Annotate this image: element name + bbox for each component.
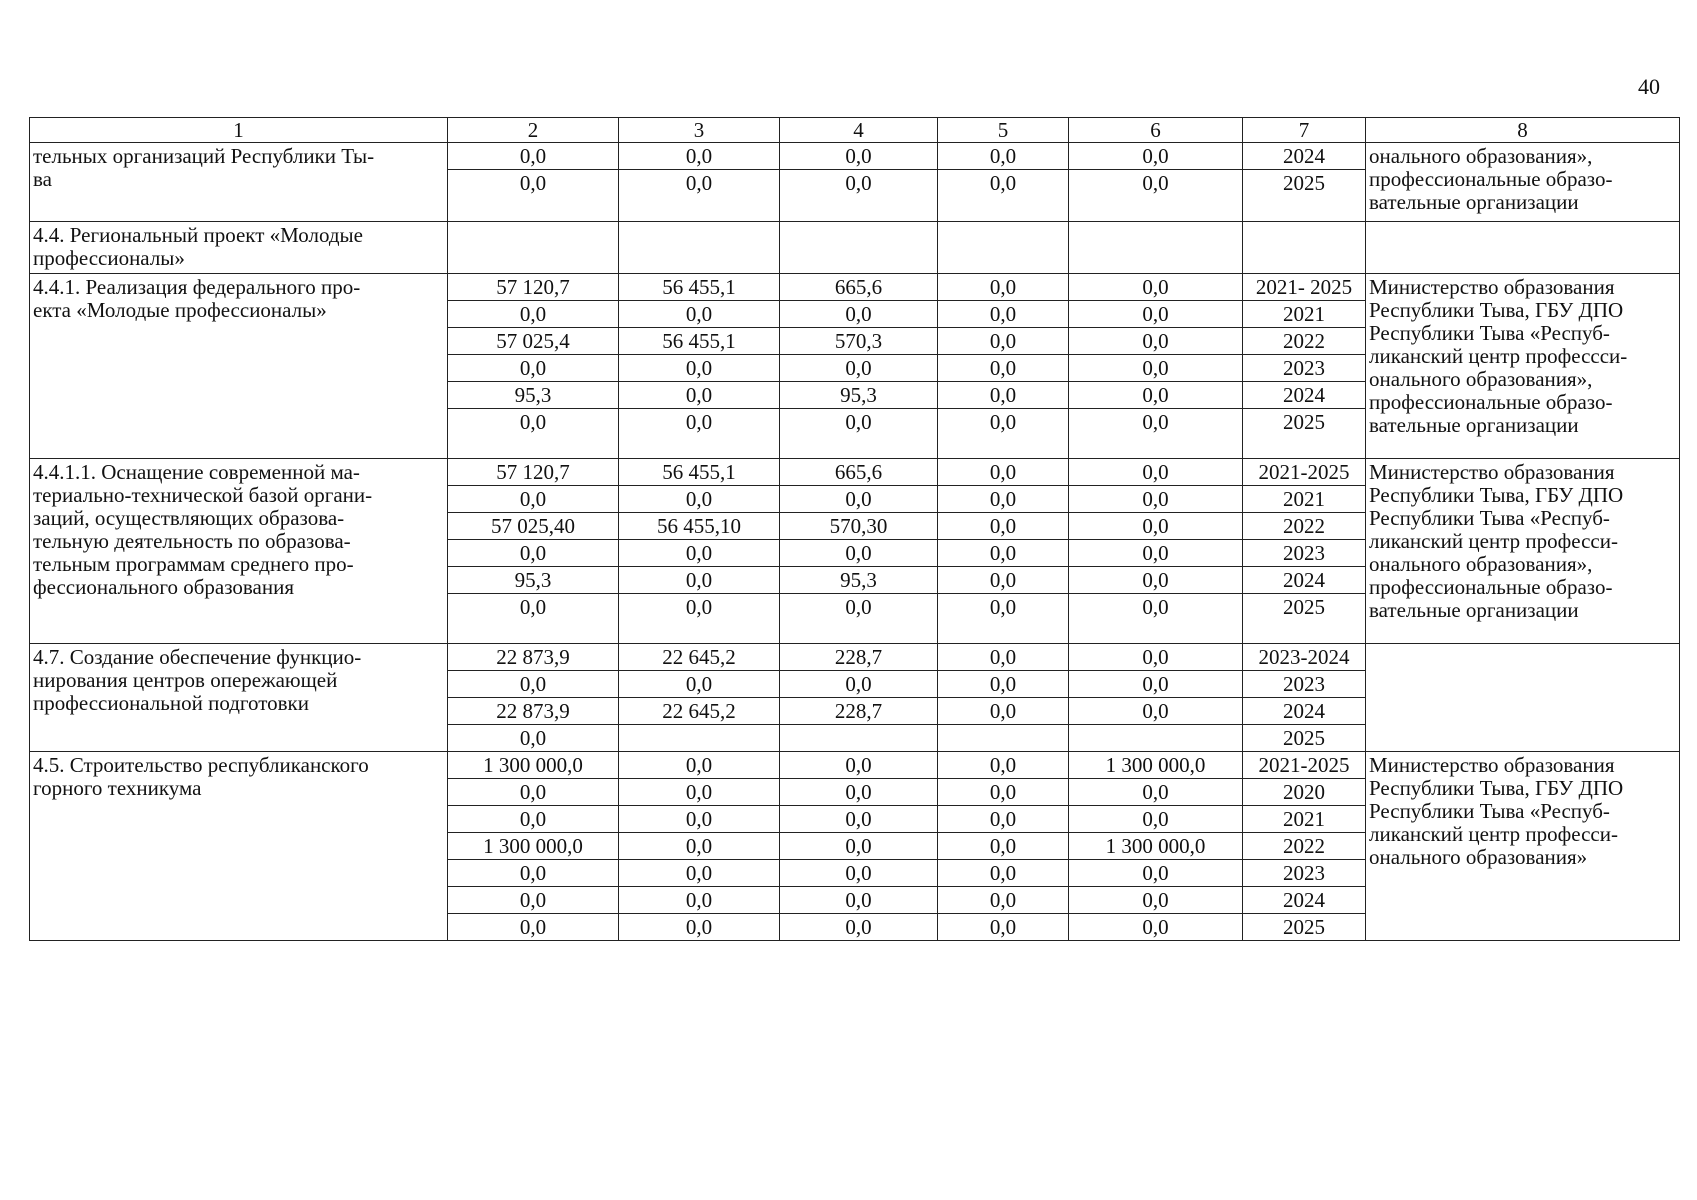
amount-cell-col3: 22 645,2 (619, 644, 780, 671)
year-cell: 2023-2024 (1243, 644, 1366, 671)
amount-cell-col5: 0,0 (938, 833, 1069, 860)
responsible-cell: Министерство образования Республики Тыва, ГБУ ДПО Республики Тыва «Респуб- ликанский центр профессси- онального образования», профессиональные образо- вательные организации (1366, 274, 1680, 459)
header-cell-4: 4 (780, 118, 938, 143)
amount-cell-col6: 0,0 (1069, 301, 1243, 328)
header-cell-5: 5 (938, 118, 1069, 143)
amount-cell-col5: 0,0 (938, 540, 1069, 567)
year-cell: 2025 (1243, 409, 1366, 459)
amount-cell-col6: 0,0 (1069, 698, 1243, 725)
year-cell: 2024 (1243, 887, 1366, 914)
amount-cell-col5: 0,0 (938, 301, 1069, 328)
amount-cell-col6: 0,0 (1069, 860, 1243, 887)
amount-cell-col5: 0,0 (938, 382, 1069, 409)
amount-cell-col4: 0,0 (780, 409, 938, 459)
amount-cell-col3 (619, 222, 780, 274)
amount-cell-col6: 0,0 (1069, 914, 1243, 941)
amount-cell-col5: 0,0 (938, 671, 1069, 698)
amount-cell-col4: 228,7 (780, 698, 938, 725)
amount-cell-col3: 0,0 (619, 914, 780, 941)
amount-cell-col2: 57 025,4 (448, 328, 619, 355)
amount-cell-col4: 0,0 (780, 170, 938, 222)
amount-cell-col4: 0,0 (780, 860, 938, 887)
amount-cell-col4: 570,30 (780, 513, 938, 540)
amount-cell-col4: 0,0 (780, 833, 938, 860)
header-cell-8: 8 (1366, 118, 1680, 143)
item-name-cell: 4.7. Создание обеспечение функцио- нирования центров опережающей профессиональной подготовки (30, 644, 448, 752)
year-cell: 2023 (1243, 671, 1366, 698)
amount-cell-col2: 0,0 (448, 860, 619, 887)
page-number: 40 (1638, 74, 1660, 99)
amount-cell-col4: 0,0 (780, 914, 938, 941)
amount-cell-col3: 0,0 (619, 409, 780, 459)
amount-cell-col3: 0,0 (619, 382, 780, 409)
amount-cell-col5: 0,0 (938, 914, 1069, 941)
item-name-cell: 4.4.1.1. Оснащение современной ма- териально-технической базой органи- заций, осуществляющих образова- тельную деятельность по образова- тельным программам среднего про- фессионального образования (30, 459, 448, 644)
amount-cell-col4: 0,0 (780, 806, 938, 833)
amount-cell-col5: 0,0 (938, 698, 1069, 725)
amount-cell-col2: 0,0 (448, 914, 619, 941)
amount-cell-col4: 0,0 (780, 486, 938, 513)
amount-cell-col3 (619, 725, 780, 752)
amount-cell-col6: 0,0 (1069, 143, 1243, 170)
amount-cell-col2: 57 120,7 (448, 274, 619, 301)
amount-cell-col3: 0,0 (619, 806, 780, 833)
amount-cell-col4: 0,0 (780, 355, 938, 382)
header-cell-7: 7 (1243, 118, 1366, 143)
amount-cell-col6: 0,0 (1069, 887, 1243, 914)
amount-cell-col2: 0,0 (448, 594, 619, 644)
year-cell: 2024 (1243, 382, 1366, 409)
year-cell: 2021 (1243, 806, 1366, 833)
year-cell: 2024 (1243, 698, 1366, 725)
amount-cell-col5: 0,0 (938, 806, 1069, 833)
amount-cell-col6: 0,0 (1069, 486, 1243, 513)
amount-cell-col2: 0,0 (448, 806, 619, 833)
amount-cell-col5: 0,0 (938, 274, 1069, 301)
table-row (30, 752, 1680, 779)
header-cell-1: 1 (30, 118, 448, 143)
amount-cell-col6: 0,0 (1069, 567, 1243, 594)
amount-cell-col3: 0,0 (619, 887, 780, 914)
year-cell: 2022 (1243, 833, 1366, 860)
amount-cell-col6: 0,0 (1069, 409, 1243, 459)
amount-cell-col5: 0,0 (938, 328, 1069, 355)
amount-cell-col6 (1069, 222, 1243, 274)
amount-cell-col3: 0,0 (619, 301, 780, 328)
year-cell: 2021 (1243, 301, 1366, 328)
amount-cell-col6: 0,0 (1069, 170, 1243, 222)
responsible-cell: Министерство образования Республики Тыва, ГБУ ДПО Республики Тыва «Респуб- ликанский центр професси- онального образования» (1366, 752, 1680, 941)
amount-cell-col6 (1069, 725, 1243, 752)
amount-cell-col2: 0,0 (448, 725, 619, 752)
amount-cell-col5: 0,0 (938, 860, 1069, 887)
amount-cell-col3: 56 455,1 (619, 459, 780, 486)
item-name-cell: тельных организаций Республики Ты- ва (30, 143, 448, 222)
amount-cell-col2: 0,0 (448, 170, 619, 222)
amount-cell-col4: 570,3 (780, 328, 938, 355)
amount-cell-col6: 0,0 (1069, 644, 1243, 671)
amount-cell-col6: 0,0 (1069, 671, 1243, 698)
year-cell: 2023 (1243, 540, 1366, 567)
amount-cell-col4: 665,6 (780, 459, 938, 486)
amount-cell-col4: 95,3 (780, 382, 938, 409)
amount-cell-col2: 1 300 000,0 (448, 752, 619, 779)
amount-cell-col4: 0,0 (780, 887, 938, 914)
amount-cell-col5: 0,0 (938, 486, 1069, 513)
responsible-cell: онального образования», профессиональные образо- вательные организации (1366, 143, 1680, 222)
responsible-cell (1366, 222, 1680, 274)
item-name-cell: 4.4. Региональный проект «Молодые профессионалы» (30, 222, 448, 274)
amount-cell-col6: 0,0 (1069, 328, 1243, 355)
amount-cell-col4: 0,0 (780, 779, 938, 806)
amount-cell-col4 (780, 725, 938, 752)
amount-cell-col3: 0,0 (619, 860, 780, 887)
amount-cell-col5: 0,0 (938, 355, 1069, 382)
year-cell: 2025 (1243, 170, 1366, 222)
amount-cell-col5: 0,0 (938, 644, 1069, 671)
year-cell: 2020 (1243, 779, 1366, 806)
amount-cell-col5: 0,0 (938, 459, 1069, 486)
year-cell: 2022 (1243, 513, 1366, 540)
amount-cell-col5: 0,0 (938, 887, 1069, 914)
amount-cell-col2: 0,0 (448, 779, 619, 806)
amount-cell-col3: 0,0 (619, 594, 780, 644)
amount-cell-col5 (938, 725, 1069, 752)
header-cell-6: 6 (1069, 118, 1243, 143)
amount-cell-col3: 56 455,1 (619, 328, 780, 355)
amount-cell-col2 (448, 222, 619, 274)
amount-cell-col2: 22 873,9 (448, 698, 619, 725)
amount-cell-col3: 0,0 (619, 143, 780, 170)
amount-cell-col4: 0,0 (780, 143, 938, 170)
amount-cell-col6: 1 300 000,0 (1069, 752, 1243, 779)
amount-cell-col2: 0,0 (448, 143, 619, 170)
amount-cell-col2: 0,0 (448, 540, 619, 567)
amount-cell-col5: 0,0 (938, 170, 1069, 222)
amount-cell-col3: 0,0 (619, 752, 780, 779)
year-cell: 2024 (1243, 143, 1366, 170)
table-body (30, 118, 1680, 941)
amount-cell-col3: 56 455,1 (619, 274, 780, 301)
amount-cell-col5: 0,0 (938, 752, 1069, 779)
year-cell: 2024 (1243, 567, 1366, 594)
amount-cell-col3: 0,0 (619, 671, 780, 698)
amount-cell-col3: 0,0 (619, 355, 780, 382)
amount-cell-col6: 0,0 (1069, 779, 1243, 806)
amount-cell-col2: 95,3 (448, 382, 619, 409)
table-row (30, 222, 1680, 274)
amount-cell-col4: 0,0 (780, 301, 938, 328)
amount-cell-col6: 1 300 000,0 (1069, 833, 1243, 860)
amount-cell-col6: 0,0 (1069, 355, 1243, 382)
amount-cell-col3: 0,0 (619, 567, 780, 594)
amount-cell-col3: 0,0 (619, 486, 780, 513)
amount-cell-col6: 0,0 (1069, 806, 1243, 833)
header-cell-3: 3 (619, 118, 780, 143)
responsible-cell (1366, 644, 1680, 752)
header-cell-2: 2 (448, 118, 619, 143)
amount-cell-col5: 0,0 (938, 779, 1069, 806)
amount-cell-col3: 0,0 (619, 540, 780, 567)
amount-cell-col5: 0,0 (938, 567, 1069, 594)
table-row (30, 644, 1680, 671)
amount-cell-col6: 0,0 (1069, 382, 1243, 409)
header-row (30, 118, 1680, 143)
amount-cell-col2: 0,0 (448, 409, 619, 459)
year-cell: 2025 (1243, 594, 1366, 644)
amount-cell-col5: 0,0 (938, 143, 1069, 170)
amount-cell-col3: 56 455,10 (619, 513, 780, 540)
item-name-cell: 4.4.1. Реализация федерального про- екта «Молодые профессионалы» (30, 274, 448, 459)
amount-cell-col5 (938, 222, 1069, 274)
year-cell: 2025 (1243, 725, 1366, 752)
amount-cell-col4: 0,0 (780, 752, 938, 779)
amount-cell-col2: 0,0 (448, 486, 619, 513)
table-row (30, 459, 1680, 486)
amount-cell-col4: 0,0 (780, 671, 938, 698)
year-cell: 2021-2025 (1243, 459, 1366, 486)
amount-cell-col4: 665,6 (780, 274, 938, 301)
amount-cell-col2: 0,0 (448, 887, 619, 914)
amount-cell-col5: 0,0 (938, 513, 1069, 540)
amount-cell-col2: 57 025,40 (448, 513, 619, 540)
year-cell: 2021-2025 (1243, 752, 1366, 779)
amount-cell-col4: 95,3 (780, 567, 938, 594)
amount-cell-col5: 0,0 (938, 409, 1069, 459)
amount-cell-col2: 0,0 (448, 671, 619, 698)
year-cell: 2021 (1243, 486, 1366, 513)
amount-cell-col2: 95,3 (448, 567, 619, 594)
amount-cell-col2: 57 120,7 (448, 459, 619, 486)
amount-cell-col4: 228,7 (780, 644, 938, 671)
amount-cell-col2: 22 873,9 (448, 644, 619, 671)
amount-cell-col3: 0,0 (619, 170, 780, 222)
amount-cell-col3: 0,0 (619, 779, 780, 806)
amount-cell-col2: 0,0 (448, 355, 619, 382)
amount-cell-col6: 0,0 (1069, 540, 1243, 567)
amount-cell-col5: 0,0 (938, 594, 1069, 644)
amount-cell-col4: 0,0 (780, 594, 938, 644)
amount-cell-col3: 0,0 (619, 833, 780, 860)
year-cell: 2023 (1243, 860, 1366, 887)
table-row (30, 274, 1680, 301)
year-cell: 2023 (1243, 355, 1366, 382)
year-cell: 2021- 2025 (1243, 274, 1366, 301)
amount-cell-col2: 0,0 (448, 301, 619, 328)
amount-cell-col6: 0,0 (1069, 513, 1243, 540)
year-cell (1243, 222, 1366, 274)
responsible-cell: Министерство образования Республики Тыва, ГБУ ДПО Республики Тыва «Респуб- ликанский центр професси- онального образования», профессиональные образо- вательные организации (1366, 459, 1680, 644)
item-name-cell: 4.5. Строительство республиканского горного техникума (30, 752, 448, 941)
amount-cell-col3: 22 645,2 (619, 698, 780, 725)
amount-cell-col6: 0,0 (1069, 459, 1243, 486)
amount-cell-col6: 0,0 (1069, 594, 1243, 644)
amount-cell-col4 (780, 222, 938, 274)
amount-cell-col2: 1 300 000,0 (448, 833, 619, 860)
table-row (30, 143, 1680, 170)
year-cell: 2022 (1243, 328, 1366, 355)
amount-cell-col4: 0,0 (780, 540, 938, 567)
amount-cell-col6: 0,0 (1069, 274, 1243, 301)
budget-table (29, 117, 1680, 941)
year-cell: 2025 (1243, 914, 1366, 941)
